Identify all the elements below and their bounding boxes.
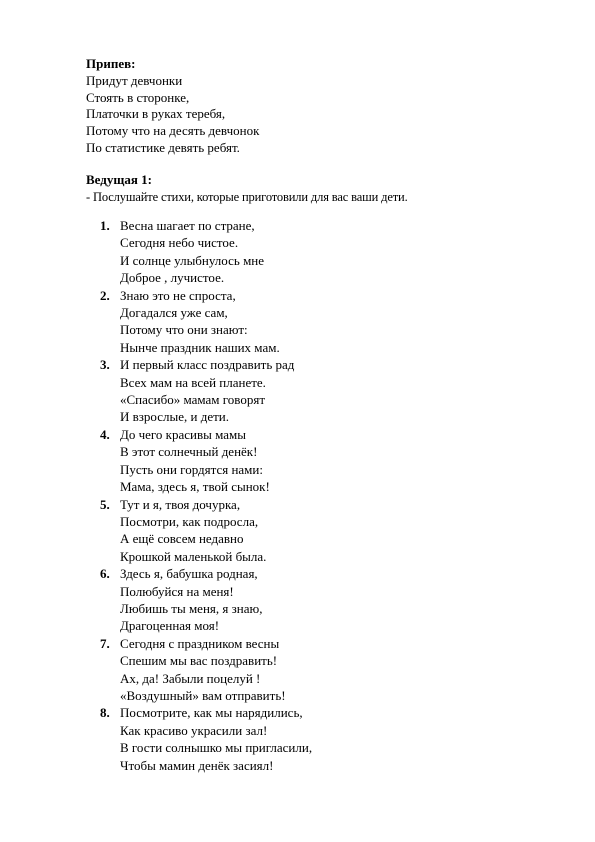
poem-line: Как красиво украсили зал! [120, 722, 268, 738]
poem-item [100, 635, 312, 705]
poem-line: И первый класс поздравить рад [120, 357, 295, 373]
poem-line: Сегодня с праздником весны [120, 635, 280, 651]
poem-line: В гости солнышко мы пригласили, [120, 740, 313, 756]
poem-line: «Воздушный» вам отправить! [120, 687, 286, 703]
poem-item [100, 426, 312, 496]
host-intro: - Послушайте стихи, которые приготовили для вас ваши дети. [86, 189, 408, 204]
poem-item [100, 496, 312, 566]
poem-line: До чего красивы мамы [120, 426, 246, 442]
poem-number: 1. [100, 218, 110, 233]
poem-line: Ах, да! Забыли поцелуй ! [120, 670, 261, 686]
poem-line: «Спасибо» мамам говорят [120, 392, 265, 408]
host-section [86, 172, 408, 206]
poem-list [100, 217, 312, 774]
poem-number: 2. [100, 287, 110, 303]
poem-line: Знаю это не спроста, [120, 287, 236, 303]
chorus-title: Припев: [86, 56, 136, 71]
poem-number: 8. [100, 705, 110, 721]
poem-line: В этот солнечный денёк! [120, 444, 258, 460]
poem-line: Полюбуйся на меня! [120, 583, 234, 599]
host-title: Ведущая 1: [86, 172, 152, 187]
poem-item [100, 217, 312, 287]
poem-line: И солнце улыбнулось мне [120, 252, 265, 268]
poem-line: Доброе , лучистое. [120, 270, 225, 286]
poem-line: Любишь ты меня, я знаю, [120, 600, 263, 616]
poem-line: Мама, здесь я, твой сынок! [120, 479, 270, 495]
poem-line: Пусть они гордятся нами: [120, 461, 263, 477]
poem-line: Всех мам на всей планете. [120, 374, 266, 390]
poem-number: 7. [100, 635, 110, 651]
poem-line: Догадался уже сам, [120, 305, 228, 321]
poem-number: 3. [100, 357, 110, 373]
poem-line: Крошкой маленькой была. [120, 548, 267, 564]
poem-line: Нынче праздник наших мам. [120, 339, 280, 355]
chorus-line: Стоять в сторонке, [86, 89, 190, 105]
poem-item [100, 356, 312, 426]
poem-line: Потому что они знают: [120, 322, 248, 338]
chorus-line: Платочки в руках теребя, [86, 106, 226, 122]
chorus-section [86, 56, 259, 157]
poem-number: 4. [100, 426, 110, 442]
poem-item [100, 287, 312, 357]
poem-line: Весна шагает по стране, [120, 218, 255, 233]
poem-item [100, 704, 312, 774]
poem-line: Драгоценная моя! [120, 618, 220, 634]
poem-number: 6. [100, 566, 110, 582]
poem-line: И взрослые, и дети. [120, 409, 229, 425]
chorus-line: Придут девчонки [86, 72, 183, 88]
poem-line: А ещё совсем недавно [120, 531, 244, 547]
poem-line: Здесь я, бабушка родная, [120, 566, 258, 582]
poem-line: Посмотрите, как мы нарядились, [120, 705, 303, 721]
poem-number: 5. [100, 496, 110, 512]
poem-item [100, 565, 312, 635]
poem-line: Тут и я, твоя дочурка, [120, 496, 241, 512]
poem-line: Спешим мы вас поздравить! [120, 653, 278, 669]
poem-line: Посмотри, как подросла, [120, 513, 259, 529]
chorus-line: Потому что на десять девчонок [86, 123, 260, 139]
chorus-line: По статистике девять ребят. [86, 139, 240, 155]
poem-line: Чтобы мамин денёк засиял! [120, 757, 274, 773]
poem-line: Сегодня небо чистое. [120, 235, 239, 251]
